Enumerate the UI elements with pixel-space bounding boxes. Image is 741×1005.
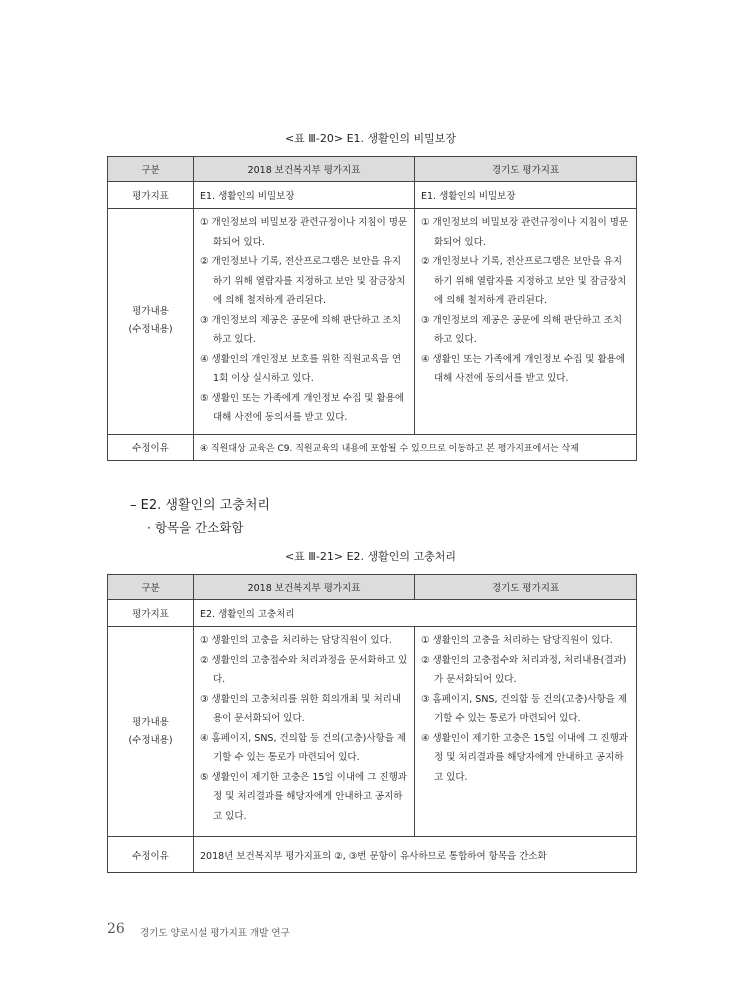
table1-header-gyeonggi: 경기도 평가지표 [415, 157, 637, 182]
table2-header-gyeonggi: 경기도 평가지표 [415, 575, 637, 600]
list-item: ① 생활인의 고충을 처리하는 담당직원이 있다. [421, 635, 613, 646]
table1-content-label [108, 209, 194, 435]
list-item: ④ 생활인의 개인정보 보호를 위한 직원교육을 연 1회 이상 실시하고 있다. [200, 353, 401, 384]
table2-content-label-1: 평가내용 [132, 716, 169, 728]
list-item: ① 개인정보의 비밀보장 관련규정이나 지침이 명문화되어 있다. [200, 217, 408, 248]
table2-header-category: 구분 [108, 575, 194, 600]
table2-reason-row [108, 837, 637, 873]
table2-indicator-label: 평가지표 [108, 600, 194, 627]
table1-caption: <표 Ⅲ-20> E1. 생활인의 비밀보장 [284, 132, 457, 145]
list-item: ④ 홈페이지, SNS, 건의함 등 건의(고충)사항을 제기할 수 있는 통로가 마련되어 있다. [200, 732, 407, 763]
table1-content-row [108, 209, 637, 435]
list-item: ② 개인정보나 기록, 전산프로그램은 보안을 유지하기 위해 열람자를 지정하고 보안 및 잠금장치에 의해 철저하게 관리된다. [421, 256, 627, 306]
list-item: ③ 생활인의 고충처리를 위한 회의개최 및 처리내용이 문서화되어 있다. [200, 693, 401, 724]
list-item: ⑤ 생활인이 제기한 고충은 15일 이내에 그 진행과정 및 처리결과를 해당자에게 안내하고 공지하고 있다. [200, 771, 407, 822]
list-item: ② 생활인의 고충접수와 처리과정, 처리내용(결과)가 문서화되어 있다. [421, 654, 627, 685]
table1-header-moh: 2018 보건복지부 평가지표 [194, 157, 415, 182]
table1-content-label-1: 평가내용 [132, 306, 169, 318]
table1 [107, 156, 637, 461]
footer-title: 경기도 양로시설 평가지표 개발 연구 [140, 928, 290, 939]
table1-reason-label: 수정이유 [108, 434, 194, 460]
table2-reason-text: 2018년 보건복지부 평가지표의 ②, ③번 문항이 유사하므로 통합하여 항목을 간소화 [194, 837, 637, 873]
table1-indicator-row [108, 182, 637, 209]
table2-indicator-row [108, 600, 637, 627]
table2-content-row [108, 627, 637, 837]
table1-reason-text: ④ 직원대상 교육은 C9. 직원교육의 내용에 포함될 수 있으므로 이동하고 본 평가지표에서는 삭제 [194, 434, 637, 460]
list-item: ④ 생활인이 제기한 고충은 15일 이내에 그 진행과정 및 처리결과를 해당자에게 안내하고 공지하고 있다. [421, 732, 628, 783]
table2-reason-label: 수정이유 [108, 837, 194, 873]
table2 [107, 574, 637, 873]
table1-header-category: 구분 [108, 157, 194, 182]
list-item: ③ 홈페이지, SNS, 건의함 등 건의(고충)사항을 제기할 수 있는 통로가 마련되어 있다. [421, 693, 628, 724]
table2-content-label-2: (수정내용) [128, 734, 173, 746]
section-heading: – E2. 생활인의 고충처리 [130, 498, 270, 513]
table1-reason-row [108, 434, 637, 460]
table2-header-row [108, 575, 637, 600]
table1-header-row [108, 157, 637, 182]
table1-indicator-right: E1. 생활인의 비밀보장 [415, 182, 637, 209]
table1-content-label-2: (수정내용) [128, 324, 173, 336]
list-item: ⑤ 생활인 또는 가족에게 개인정보 수집 및 활용에 대해 사전에 동의서를 받고 있다. [200, 392, 405, 423]
table1-content-left [194, 209, 415, 435]
table2-content-right [415, 627, 637, 837]
table2-content-left [194, 627, 415, 837]
table2-content-label [108, 627, 194, 837]
list-item: ① 생활인의 고충을 처리하는 담당직원이 있다. [200, 635, 392, 646]
table1-content-right [415, 209, 637, 435]
table2-caption: <표 Ⅲ-21> E2. 생활인의 고충처리 [284, 550, 457, 563]
table1-indicator-left: E1. 생활인의 비밀보장 [194, 182, 415, 209]
table1-indicator-label: 평가지표 [108, 182, 194, 209]
list-item: ③ 개인정보의 제공은 공문에 의해 판단하고 조치하고 있다. [421, 314, 622, 345]
list-item: ② 개인정보나 기록, 전산프로그램은 보안을 유지하기 위해 열람자를 지정하고 보안 및 잠금장치에 의해 철저하게 관리된다. [200, 256, 406, 306]
list-item: ③ 개인정보의 제공은 공문에 의해 판단하고 조치하고 있다. [200, 314, 401, 345]
list-item: ② 생활인의 고충접수와 처리과정을 문서화하고 있다. [200, 654, 408, 685]
table2-header-moh: 2018 보건복지부 평가지표 [194, 575, 415, 600]
section-bullet: · 항목을 간소화함 [147, 520, 244, 535]
list-item: ① 개인정보의 비밀보장 관련규정이나 지침이 명문화되어 있다. [421, 217, 629, 248]
table2-indicator-text: E2. 생활인의 고충처리 [194, 600, 637, 627]
page-number: 26 [107, 921, 125, 937]
list-item: ④ 생활인 또는 가족에게 개인정보 수집 및 활용에 대해 사전에 동의서를 받고 있다. [421, 353, 626, 384]
